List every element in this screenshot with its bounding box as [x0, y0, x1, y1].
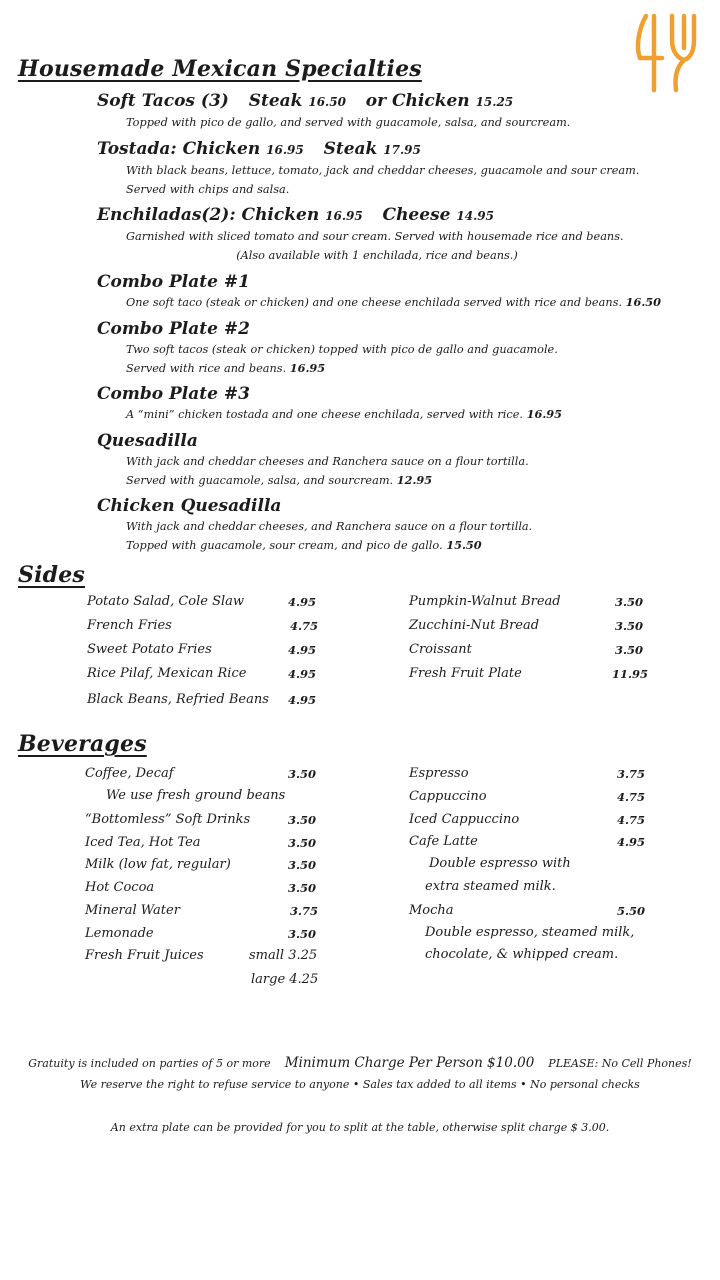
- side-price: 4.95: [288, 693, 317, 707]
- beverage-item: [85, 834, 201, 852]
- item-name: Enchiladas(2): Chicken: [97, 205, 320, 225]
- beverage-name: Cafe Latte: [409, 834, 478, 849]
- fork-knife-logo-icon: [632, 10, 704, 94]
- footer-rules: We reserve the right to refuse service to anyone • Sales tax added to all items • No personal checks: [80, 1078, 640, 1091]
- minimum-charge: Minimum Charge Per Person $10.00: [284, 1055, 535, 1071]
- item-price: 16.95: [526, 407, 562, 421]
- beverage-item: [409, 765, 469, 783]
- beverage-price: large 4.25: [251, 972, 319, 987]
- beverage-note: Double espresso, steamed milk,: [425, 925, 635, 940]
- item-price: 16.95: [266, 143, 304, 157]
- beverage-name: Lemonade: [85, 926, 154, 941]
- side-price: 3.50: [615, 619, 644, 633]
- side-item: [87, 691, 269, 709]
- side-price: 4.95: [288, 595, 317, 609]
- beverage-name: Milk (low fat, regular): [85, 857, 231, 872]
- item-price: 17.95: [383, 143, 421, 157]
- item-option: Cheese: [382, 205, 451, 225]
- split-charge-note: An extra plate can be provided for you to split at the table, otherwise split charge $ 3.00.: [110, 1121, 610, 1134]
- side-price: 4.95: [288, 667, 317, 681]
- beverage-name: Coffee, Decaf: [85, 766, 174, 781]
- menu-item-chicken-quesadilla: [97, 495, 687, 555]
- beverage-price: 3.50: [288, 927, 317, 941]
- beverage-price: 4.75: [617, 813, 646, 827]
- beverage-item: [409, 902, 454, 920]
- item-price: 16.50: [308, 95, 346, 109]
- side-item: [409, 617, 539, 635]
- beverage-name: Mineral Water: [85, 903, 180, 918]
- item-name: Tostada: Chicken: [97, 139, 261, 159]
- beverage-note: We use fresh ground beans: [106, 788, 286, 803]
- menu-item-enchiladas: [97, 204, 687, 265]
- beverage-price: 3.50: [288, 858, 317, 872]
- beverage-note: Double espresso with: [429, 856, 571, 871]
- beverage-note: extra steamed milk.: [425, 879, 556, 894]
- side-price: 4.75: [290, 619, 319, 633]
- item-description: Served with chips and salsa.: [126, 183, 290, 196]
- menu-item-tostada: [97, 138, 687, 199]
- item-description: (Also available with 1 enchilada, rice and beans.): [236, 249, 518, 262]
- beverage-name: Cappuccino: [409, 789, 487, 804]
- beverage-price: 3.50: [288, 881, 317, 895]
- no-phones-note: PLEASE: No Cell Phones!: [548, 1057, 692, 1070]
- side-name: Sweet Potato Fries: [87, 642, 212, 657]
- item-price: 15.50: [446, 538, 482, 552]
- item-name: Quesadilla: [97, 431, 198, 451]
- item-price: 15.25: [475, 95, 514, 109]
- item-name: Combo Plate #2: [97, 319, 250, 339]
- item-description: With jack and cheddar cheeses, and Ranchera sauce on a flour tortilla.: [126, 520, 533, 533]
- side-price: 11.95: [612, 667, 649, 681]
- side-name: Black Beans, Refried Beans: [87, 692, 269, 707]
- side-item: [87, 665, 246, 683]
- beverage-name: “Bottomless” Soft Drinks: [85, 812, 251, 827]
- item-option: Steak: [248, 91, 303, 111]
- item-description: Topped with pico de gallo, and served with guacamole, salsa, and sourcream.: [126, 116, 571, 129]
- item-description: A “mini” chicken tostada and one cheese enchilada, served with rice.: [126, 408, 524, 421]
- beverage-price: 3.75: [617, 767, 646, 781]
- side-name: Rice Pilaf, Mexican Rice: [87, 666, 247, 681]
- beverage-item: [409, 833, 478, 851]
- beverage-item: [409, 788, 487, 806]
- side-name: Croissant: [409, 642, 472, 657]
- side-name: Potato Salad, Cole Slaw: [87, 594, 245, 609]
- side-price: 3.50: [615, 595, 644, 609]
- footer-policies: [0, 1055, 720, 1071]
- specialties-title: Housemade Mexican Specialties: [18, 56, 422, 82]
- beverage-price: 3.75: [290, 904, 319, 918]
- side-item: [87, 593, 244, 611]
- beverage-name: Fresh Fruit Juices: [85, 948, 204, 963]
- beverage-price: 3.50: [288, 767, 317, 781]
- item-description: Two soft tacos (steak or chicken) topped with pico de gallo and guacamole.: [126, 343, 558, 356]
- side-price: 3.50: [615, 643, 644, 657]
- side-item: [409, 593, 561, 611]
- side-item: [87, 617, 172, 635]
- side-name: French Fries: [87, 618, 172, 633]
- item-option: Steak: [323, 139, 378, 159]
- item-price: 16.50: [625, 295, 661, 309]
- beverage-name: Iced Cappuccino: [409, 812, 520, 827]
- item-option: or Chicken: [365, 91, 470, 111]
- item-description: With jack and cheddar cheeses and Ranchera sauce on a flour tortilla.: [126, 455, 529, 468]
- beverage-price: 4.95: [617, 835, 646, 849]
- beverage-name: Hot Cocoa: [85, 880, 155, 895]
- beverage-price: 5.50: [617, 904, 646, 918]
- item-price: 16.95: [325, 209, 363, 223]
- item-description: Served with rice and beans.: [126, 362, 287, 375]
- side-item: [409, 665, 522, 683]
- item-description: One soft taco (steak or chicken) and one cheese enchilada served with rice and beans.: [126, 296, 623, 309]
- item-price: 12.95: [396, 473, 433, 487]
- side-name: Zucchini-Nut Bread: [409, 618, 540, 633]
- beverage-note: chocolate, & whipped cream.: [425, 947, 619, 962]
- beverage-price: small 3.25: [249, 948, 318, 963]
- menu-item-combo-2: [97, 318, 687, 378]
- beverages-title: Beverages: [18, 731, 147, 757]
- side-price: 4.95: [288, 643, 317, 657]
- beverage-name: Espresso: [409, 766, 469, 781]
- menu-item-combo-1: [97, 271, 687, 312]
- beverage-item: [85, 879, 154, 897]
- item-price: 16.95: [289, 361, 326, 375]
- gratuity-note: Gratuity is included on parties of 5 or more: [28, 1057, 271, 1070]
- beverage-price: 3.50: [288, 836, 317, 850]
- beverage-item: [409, 811, 519, 829]
- beverage-item: [85, 902, 180, 920]
- item-name: Combo Plate #1: [97, 272, 250, 292]
- item-description: Garnished with sliced tomato and sour cream. Served with housemade rice and beans.: [126, 230, 624, 243]
- beverage-price: 4.75: [617, 790, 646, 804]
- side-name: Fresh Fruit Plate: [409, 666, 522, 681]
- item-description: Served with guacamole, salsa, and sourcream.: [126, 474, 394, 487]
- beverage-price: 3.50: [288, 813, 317, 827]
- beverage-item: [85, 765, 174, 783]
- menu-item-combo-3: [97, 383, 687, 424]
- beverage-item: [85, 947, 204, 965]
- item-description: Topped with guacamole, sour cream, and pico de gallo.: [126, 539, 443, 552]
- side-item: [409, 641, 472, 659]
- item-name: Chicken Quesadilla: [97, 496, 282, 516]
- beverage-name: Mocha: [409, 903, 454, 918]
- beverage-name: Iced Tea, Hot Tea: [85, 835, 201, 850]
- beverage-item: [85, 811, 250, 829]
- sides-title: Sides: [18, 562, 86, 588]
- menu-item-soft-tacos: [97, 90, 687, 132]
- item-price: 14.95: [456, 209, 494, 223]
- side-item: [87, 641, 212, 659]
- side-name: Pumpkin-Walnut Bread: [409, 594, 561, 609]
- beverage-item: [85, 925, 154, 943]
- beverage-item: [85, 856, 231, 874]
- item-name: Soft Tacos (3): [97, 91, 229, 111]
- item-name: Combo Plate #3: [97, 384, 250, 404]
- item-description: With black beans, lettuce, tomato, jack and cheddar cheeses, guacamole and sour cream.: [126, 164, 640, 177]
- menu-item-quesadilla: [97, 430, 687, 490]
